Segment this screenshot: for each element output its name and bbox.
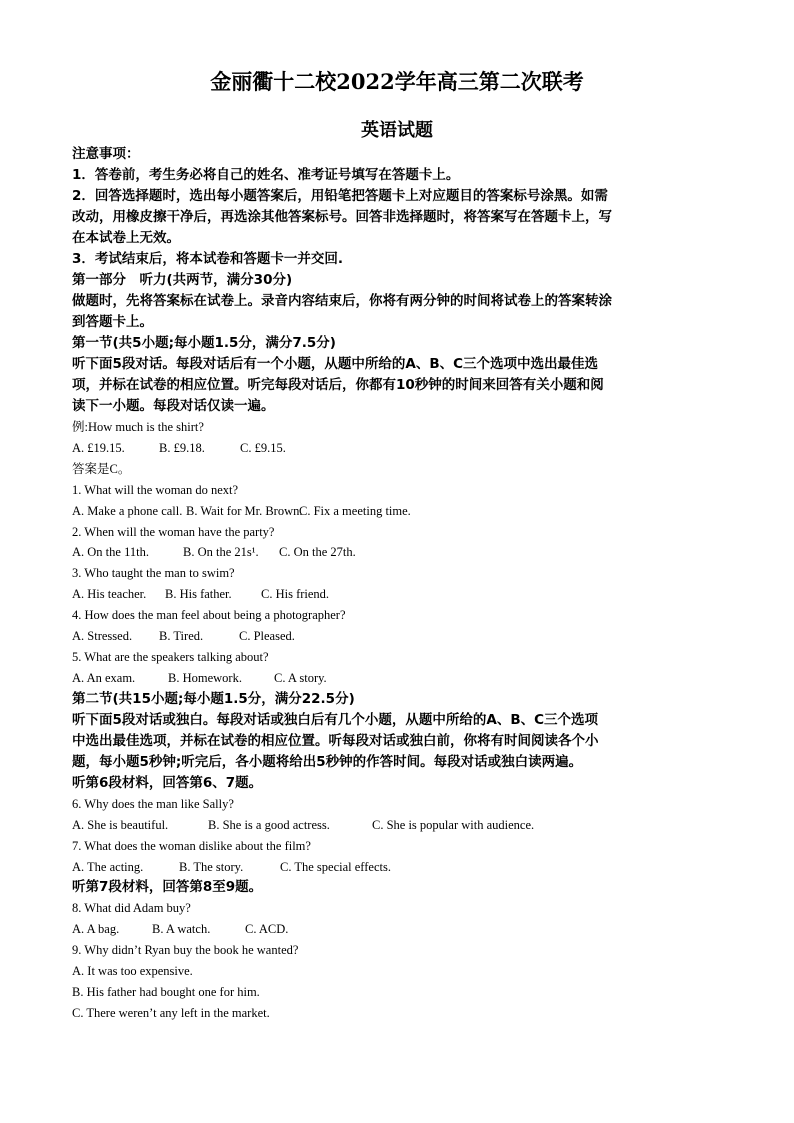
- section2-intro-line-1: 听下面5段对话或独白。每段对话或独白后有几个小题，从题中所给的A、B、C三个选项: [72, 711, 599, 728]
- exam-subtitle: 英语试题: [361, 120, 433, 141]
- q8-option-b: B. A watch.: [152, 922, 211, 937]
- notice-item-2-line-1: 2．回答选择题时，选出每小题答案后，用铅笔把答题卡上对应题目的答案标号涂黑。如需: [72, 188, 608, 204]
- q3-option-a: A. His teacher.: [72, 587, 147, 602]
- question-7: 7. What does the woman dislike about the film?: [72, 838, 311, 853]
- q9-option-b: B. His father had bought one for him.: [72, 985, 260, 1000]
- q6-option-b: B. She is a good actress.: [208, 817, 330, 832]
- question-4: 4. How does the man feel about being a photographer?: [72, 608, 346, 623]
- notice-heading: 注意事项：: [72, 146, 140, 162]
- question-2-options: [72, 542, 722, 563]
- section1-intro-line-1: 听下面5段对话。每段对话后有一个小题，从题中所给的A、B、C三个选项中选出最佳选: [72, 356, 599, 372]
- section2-intro-line-3: 题，每小题5秒钟;听完后，各小题将给出5秒钟的作答时间。每段对话或独白读两遍。: [72, 753, 583, 770]
- question-6: 6. Why does the man like Sally?: [72, 796, 234, 811]
- q6-option-c: C. She is popular with audience.: [372, 817, 535, 832]
- q4-option-b: B. Tired.: [159, 629, 204, 644]
- question-4-options: [72, 626, 722, 647]
- question-7-options: [72, 857, 722, 878]
- question-5: 5. What are the speakers talking about?: [72, 649, 269, 664]
- q1-option-b: B. Wait for Mr. Brown.: [186, 503, 303, 518]
- q6-option-a: A. She is beautiful.: [72, 817, 169, 832]
- section1-heading: 第一节(共5小题;每小题1.5分，满分7.5分): [72, 335, 336, 351]
- example-option-b: B. £9.18.: [159, 440, 205, 455]
- question-6-options: [72, 815, 722, 836]
- section2-intro-line-2: 中选出最佳选项，并标在试卷的相应位置。听每段对话或独白前，你将有时间阅读各个小: [72, 732, 599, 749]
- question-8: 8. What did Adam buy?: [72, 901, 191, 916]
- q2-option-a: A. On the 11th.: [72, 545, 149, 560]
- q9-option-a: A. It was too expensive.: [72, 964, 193, 979]
- section2-heading: 第二节(共15小题;每小题1.5分，满分22.5分): [72, 690, 355, 707]
- q5-option-a: A. An exam.: [72, 670, 136, 685]
- q8-option-c: C. ACD.: [245, 922, 289, 937]
- q1-option-c: C. Fix a meeting time.: [299, 503, 411, 518]
- q9-option-c: C. There weren’t any left in the market.: [72, 1005, 270, 1020]
- question-9: 9. Why didn’t Ryan buy the book he wanted?: [72, 943, 299, 958]
- part1-heading: 第一部分 听力(共两节，满分30分): [72, 272, 293, 288]
- q3-option-b: B. His father.: [165, 587, 232, 602]
- material-7-heading: 听第7段材料，回答第8至9题。: [72, 879, 263, 896]
- question-2: 2. When will the woman have the party?: [72, 524, 275, 539]
- section1-intro-line-3: 读下一小题。每段对话仅读一遍。: [72, 398, 275, 414]
- question-1: 1. What will the woman do next?: [72, 482, 239, 497]
- q4-option-c: C. Pleased.: [239, 629, 295, 644]
- q7-option-a: A. The acting.: [72, 859, 144, 874]
- notice-item-1: 1．答卷前，考生务必将自己的姓名、准考证号填写在答题卡上。: [72, 167, 460, 183]
- q8-option-a: A. A bag.: [72, 922, 120, 937]
- q2-option-c: C. On the 27th.: [279, 545, 356, 560]
- section1-intro-line-2: 项，并标在试卷的相应位置。听完每段对话后，你都有10秒钟的时间来回答有关小题和阅: [72, 377, 604, 393]
- exam-content: [72, 144, 722, 1024]
- q1-option-a: A. Make a phone call.: [72, 503, 183, 518]
- notice-item-3: 3．考试结束后，将本试卷和答题卡一并交回.: [72, 251, 344, 267]
- example-question: 例:How much is the shirt?: [72, 420, 204, 434]
- q2-option-b: B. On the 21s¹.: [183, 545, 259, 560]
- notice-item-2-line-3: 在本试卷上无效。: [72, 230, 180, 246]
- q4-option-a: A. Stressed.: [72, 629, 133, 644]
- material-6-heading: 听第6段材料，回答第6、7题。: [72, 774, 263, 791]
- q5-option-b: B. Homework.: [168, 670, 242, 685]
- q5-option-c: C. A story.: [274, 670, 327, 685]
- q7-option-b: B. The story.: [179, 859, 244, 874]
- part1-intro-line-1: 做题时，先将答案标在试卷上。录音内容结束后，你将有两分钟的时间将试卷上的答案转涂: [72, 293, 612, 309]
- question-1-options: [72, 501, 722, 522]
- question-5-options: [72, 668, 722, 689]
- example-answer: 答案是C。: [72, 461, 131, 476]
- question-3: 3. Who taught the man to swim?: [72, 566, 235, 581]
- question-3-options: [72, 584, 722, 605]
- exam-title: 金丽衢十二校2022学年高三第二次联考: [210, 69, 584, 94]
- example-options: [72, 438, 722, 459]
- question-8-options: [72, 919, 722, 940]
- example-option-c: C. £9.15.: [240, 440, 286, 455]
- notice-item-2-line-2: 改动，用橡皮擦干净后，再选涂其他答案标号。回答非选择题时，将答案写在答题卡上，写: [72, 209, 612, 225]
- q3-option-c: C. His friend.: [261, 587, 330, 602]
- part1-intro-line-2: 到答题卡上。: [72, 314, 153, 330]
- example-option-a: A. £19.15.: [72, 440, 125, 455]
- q7-option-c: C. The special effects.: [280, 859, 391, 874]
